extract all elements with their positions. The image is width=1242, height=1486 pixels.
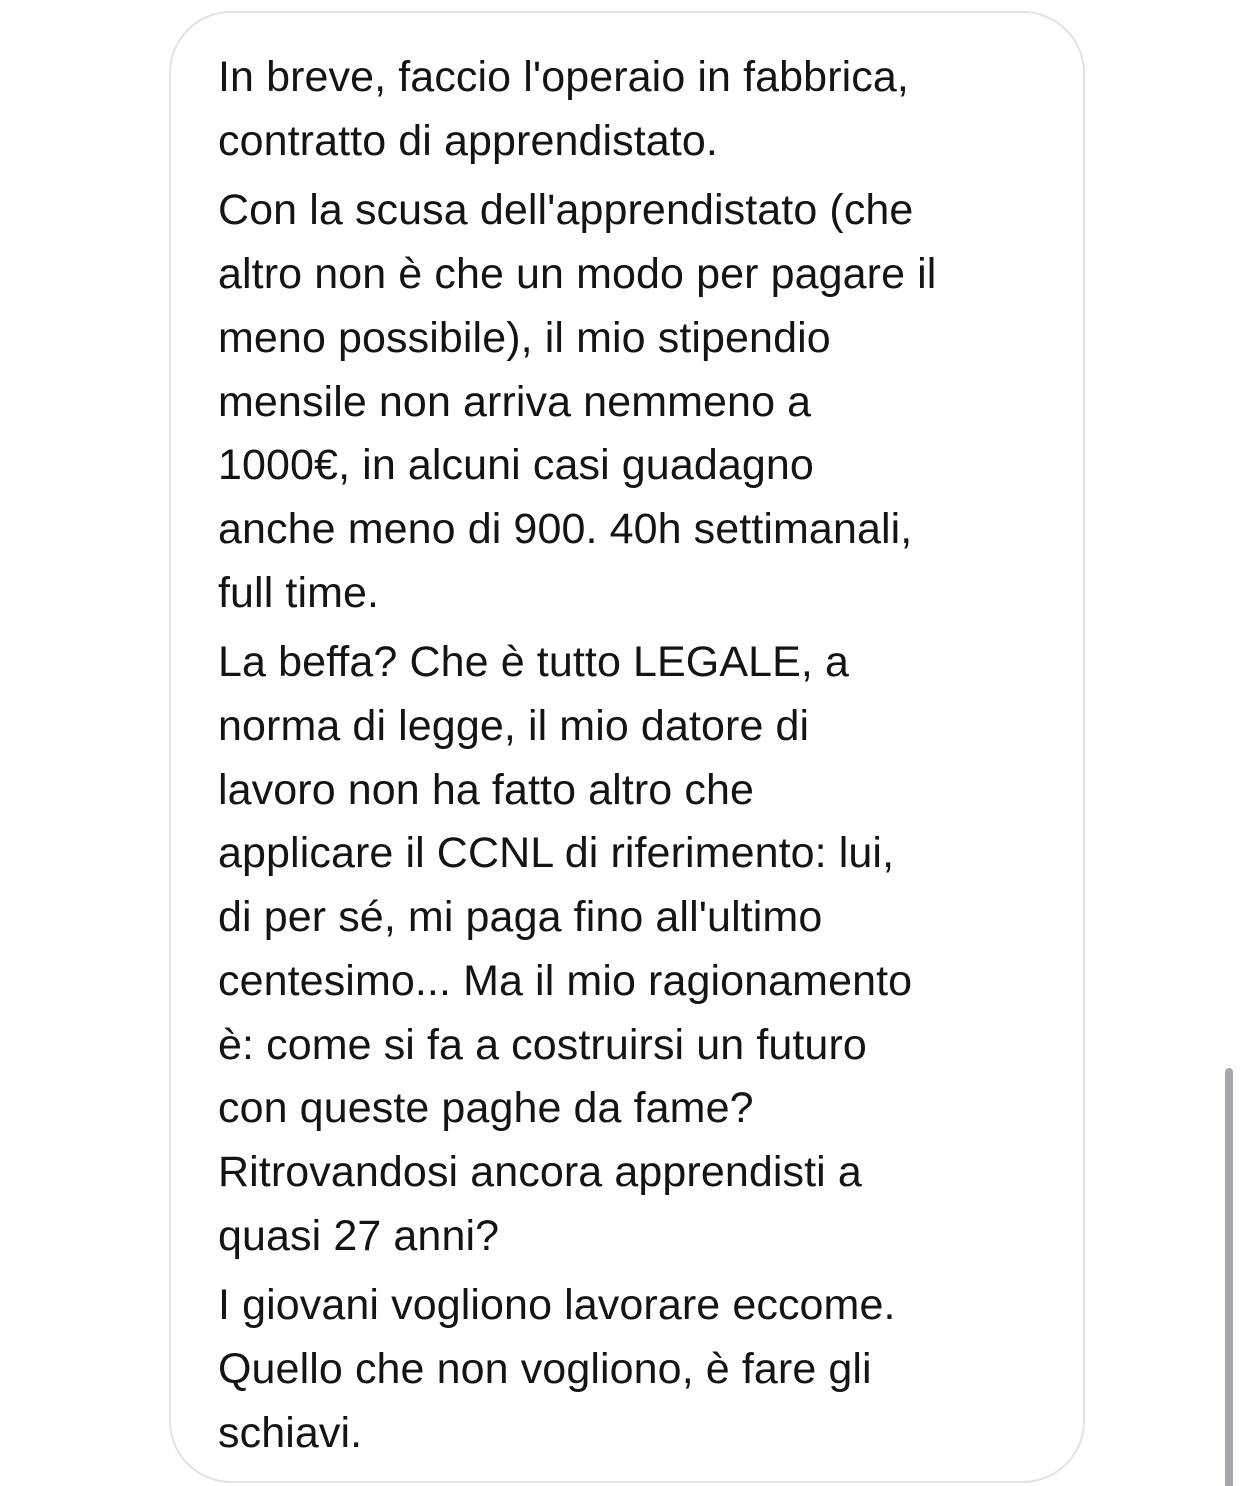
message-paragraph-1: In breve, faccio l'operaio in fabbrica, contratto di apprendistato.: [218, 53, 909, 165]
message-paragraph-3: La beffa? Che è tutto LEGALE, a norma di legge, il mio datore di lavoro non ha fatto altro che applicare il CCNL di riferimento: lui, di per sé, mi paga fino all'ultimo centesimo... Ma il mio ragionamento è: come si fa a costruirsi un futuro con queste paghe da fame? Ritrovandosi ancora apprendisti a quasi 27 anni?: [218, 638, 913, 1260]
message-paragraph-4: I giovani vogliono lavorare eccome. Quello che non vogliono, è fare gli schiavi.: [218, 1281, 896, 1457]
message-paragraph-2: Con la scusa dell'apprendistato (che altro non è che un modo per pagare il meno possibile), il mio stipendio mensile non arriva nemmeno a 1000€, in alcuni casi guadagno anche meno di 900. 40h settimanali, full time.: [218, 186, 937, 617]
scrollbar-thumb[interactable]: [1225, 1068, 1233, 1486]
message-bubble[interactable]: [169, 11, 1085, 1483]
